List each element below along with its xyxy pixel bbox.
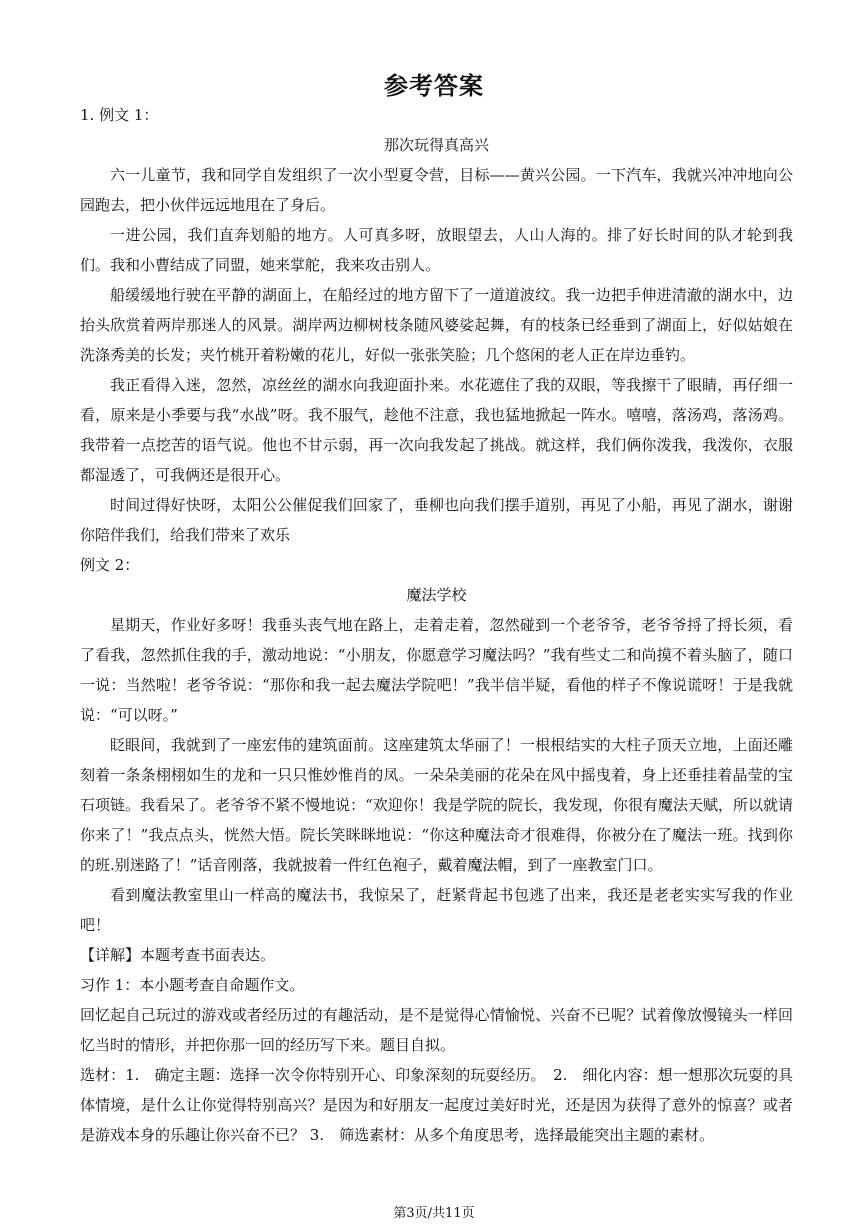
detail-explanation: 【详解】本题考查书面表达。 — [80, 946, 276, 964]
essay-1-paragraph: 一进公园，我们直奔划船的地方。人可真多呀，放眼望去，人山人海的。排了好长时间的队才轮到我们。我和小曹结成了同盟，她来掌舵，我来攻击别人。 — [80, 226, 793, 274]
essay-1-title: 那次玩得真高兴 — [383, 136, 489, 154]
answer-content — [80, 100, 793, 1150]
essay-2-paragraph: 看到魔法教室里山一样高的魔法书，我惊呆了，赶紧背起书包逃了出来，我还是老老实实写我的作业吧！ — [80, 886, 793, 934]
essay-2-paragraph: 星期天，作业好多呀！我垂头丧气地在路上，走着走着，忽然碰到一个老爷爷，老爷爷捋了捋长须，看了看我，忽然抓住我的手，激动地说：“小朋友，你愿意学习魔法吗？”我有些丈二和尚摸不着头脑了，随口一说：当然啦！老爷爷说：“那你和我一起去魔法学院吧！”我半信半疑，看他的样子不像说谎呀！于是我就说：“可以呀。” — [80, 616, 793, 724]
essay-2-paragraph: 眨眼间，我就到了一座宏伟的建筑面前。这座建筑太华丽了！一根根结实的大柱子顶天立地，上面还雕刻着一条条栩栩如生的龙和一只只惟妙惟肖的凤。一朵朵美丽的花朵在风中摇曳着，身上还垂挂着晶莹的宝石项链。我看呆了。老爷爷不紧不慢地说：“欢迎你！我是学院的院长，我发现，你很有魔法天赋，所以就请你来了！”我点点头，恍然大悟。院长笑眯眯地说：“你这种魔法奇才很难得，你被分在了魔法一班。找到你的班.别迷路了！”话音刚落，我就披着一件红色袍子，戴着魔法帽，到了一座教室门口。 — [80, 736, 793, 874]
task-1-prompt: 回忆起自己玩过的游戏或者经历过的有趣活动，是不是觉得心情愉悦、兴奋不已呢？试着像放慢镜头一样回忆当时的情形，并把你那一回的经历写下来。题目自拟。 — [80, 1006, 793, 1054]
essay-2-title: 魔法学校 — [406, 586, 467, 604]
essay-1-paragraph: 六一儿童节，我和同学自发组织了一次小型夏令营，目标——黄兴公园。一下汽车，我就兴冲冲地向公园跑去，把小伙伴远远地甩在了身后。 — [80, 166, 793, 214]
task-1-label: 习作 1：本小题考查自命题作文。 — [80, 976, 305, 994]
task-1-material: 选材：1. 确定主题：选择一次令你特别开心、印象深刻的玩耍经历。 2. 细化内容：想一想那次玩耍的具体情境，是什么让你觉得特别高兴？是因为和好朋友一起度过美好时光，还是因为获得了意外的惊喜？或者是游戏本身的乐趣让你兴奋不已？ 3. 筛选素材：从多个角度思考，选择最能突出主题的素材。 — [80, 1066, 793, 1144]
essay-1-paragraph: 时间过得好快呀，太阳公公催促我们回家了，垂柳也向我们摆手道别，再见了小船，再见了湖水，谢谢你陪伴我们，给我们带来了欢乐 — [80, 496, 793, 544]
page-number-footer: 第3页/共11页 — [393, 1206, 475, 1221]
question-1-label: 1. 例文 1： — [80, 106, 159, 124]
page-title: 参考答案 — [384, 72, 484, 100]
essay-1-paragraph: 我正看得入迷，忽然，凉丝丝的湖水向我迎面扑来。水花遮住了我的双眼，等我擦干了眼睛，再仔细一看，原来是小季要与我“水战”呀。我不服气，趁他不注意，我也猛地掀起一阵水。嘻嘻，落汤鸡，落汤鸡。我带着一点挖苦的语气说。他也不甘示弱，再一次向我发起了挑战。就这样，我们俩你泼我，我泼你，衣服都湿透了，可我俩还是很开心。 — [80, 376, 793, 484]
essay-1-paragraph: 船缓缓地行驶在平静的湖面上，在船经过的地方留下了一道道波纹。我一边把手伸进清澈的湖水中，边抬头欣赏着两岸那迷人的风景。湖岸两边柳树枝条随风婆娑起舞，有的枝条已经垂到了湖面上，好似姑娘在洗涤秀美的长发；夹竹桃开着粉嫩的花儿，好似一张张笑脸；几个悠闲的老人正在岸边垂钓。 — [80, 286, 793, 364]
example-2-label: 例文 2： — [80, 556, 140, 574]
